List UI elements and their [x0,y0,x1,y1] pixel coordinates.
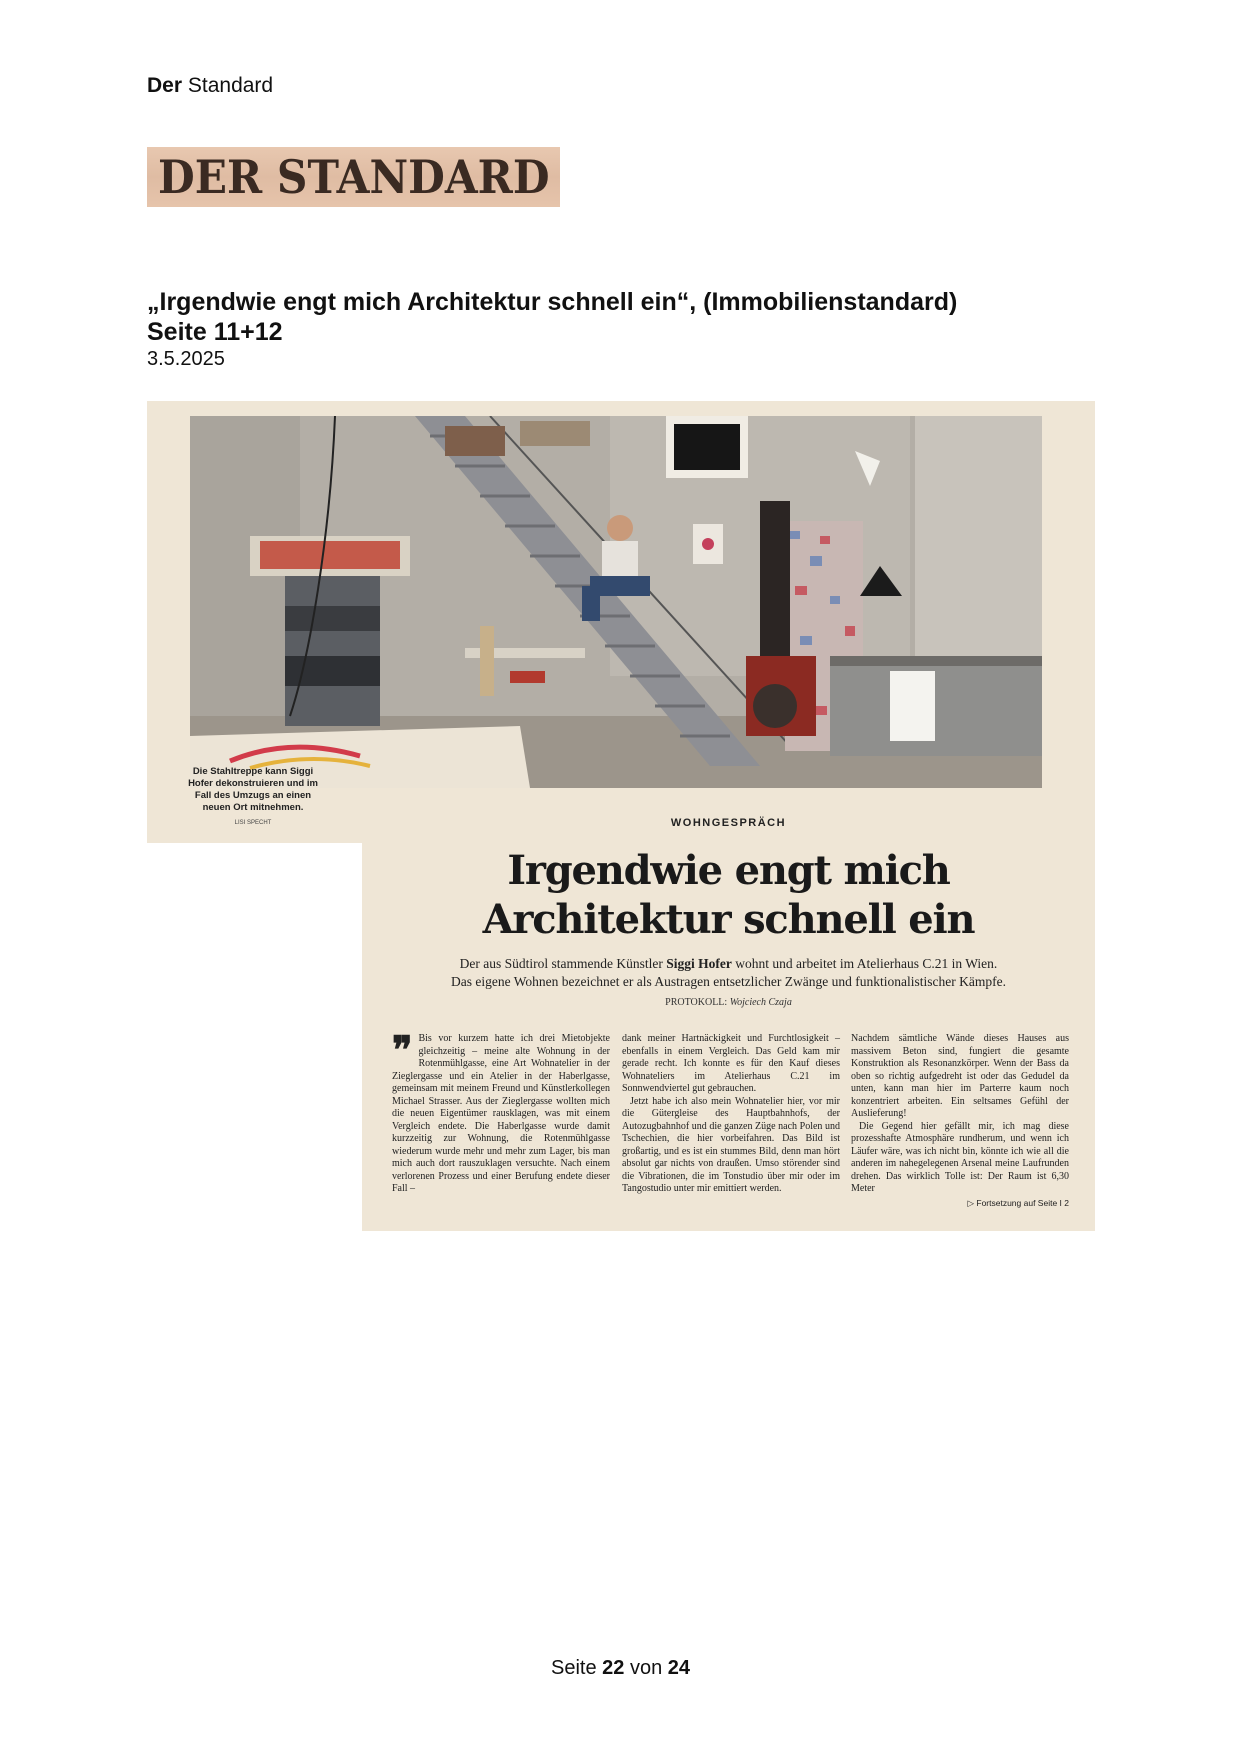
headline-line1: Irgendwie engt mich [507,847,950,894]
page-number [0,1657,1241,1680]
body-column-1 [392,1027,610,1196]
lead-text-b: wohnt und arbeitet im Atelierhaus C.21 in Wien. [735,956,998,971]
body-paragraph: Bis vor kurzem hatte ich drei Mietobjekte gleichzeitig – meine alte Wohnung in der Rotenmühlgasse, eine Art Wohnatelier in der Zieglergasse und ein Atelier in der Haberlgasse, gemeinsam mit meinem Freund und Künstlerkollegen Michael Strasser. Aus der Zieglergasse wollten mich die neuen Eigentümer rausklagen, was mit einem Vergleich endete. Die Haberlgasse wurde damit kurzzeitig zur Wohnung, die Rotenmühlgasse wiederum wurde mehr und mehr zum Lager, bis man mich auch dort rauszuklagen versuchte. Nach einem verlorenen Prozess und einer Berufung endete dieser Fall – [392,1033,610,1194]
article-page-ref: Seite 11+12 [147,318,283,346]
headline-line2: Architektur schnell ein [482,896,975,943]
lead-line2: Das eigene Wohnen bezeichnet er als Austragen entsetzlicher Zwänge und funktionalistischer Kämpfe. [451,974,1006,989]
body-paragraph: Nachdem sämtliche Wände dieses Hauses aus massivem Beton sind, fungiert die gesamte Konstruktion als Resonanzkörper. Wenn der Bass da oben so richtig aufgedreht ist oder das Gedudel da unten, kann man hier im Parterre kaum noch konzentriert arbeiten. Ein seltsames Gefühl der Auslieferung! [851,1033,1069,1119]
newspaper-logo [147,147,560,207]
article-title-line1: „Irgendwie engt mich Architektur schnell ein“, (Immobilienstandard) [147,288,958,316]
page-total: 24 [667,1657,691,1679]
page-prefix: Seite [550,1657,597,1679]
page-current: 22 [602,1657,625,1679]
publication-name-bold: Der [147,74,183,97]
studio-photo-illustration [190,416,1042,788]
publication-name-rest: Standard [187,74,274,97]
article-photo [190,416,1042,788]
section-kicker: WOHNGESPRÄCH [670,817,787,829]
byline [362,997,1095,1008]
continuation-note: ▷ Fortsetzung auf Seite I 2 [967,1197,1069,1208]
lead-artist-name: Siggi Hofer [666,956,732,971]
body-paragraph: dank meiner Hartnäckigkeit und Furchtlosigkeit – ebenfalls in einem Vergleich. Das Geld kam mir gerade recht. Ich konnte es für den Kauf dieses Wohnateliers im Atelierhaus C.21 im Sonnwendviertel gut gebrauchen. [622,1033,840,1094]
byline-author: Wojciech Czaja [729,997,792,1008]
article-title [147,287,1147,347]
body-column-3 [851,1033,1069,1209]
body-column-2 [622,1033,840,1196]
photo-credit: LISI SPECHT [234,820,272,826]
lead-line1 [362,955,1095,973]
publication-name [147,74,273,98]
body-paragraph: Jetzt habe ich also mein Wohnatelier hier, vor mir die Gütergleise des Hauptbahnhofs, der Autozugbahnhof und die ganzen Züge nach Polen und Tschechien, die hier vorbeifahren. Das Bild ist großartig, und es ist ein stummes Bild, denn man hört absolut gar nichts von draußen. Umso störender sind die Vibrationen, die im Tonstudio über mir oder im Tangostudio unter mir emittiert werden. [622,1095,840,1194]
article-date: 3.5.2025 [147,348,225,370]
photo-caption: Die Stahltreppe kann Siggi Hofer dekonstruieren und im Fall des Umzugs an einen neuen Ort mitnehmen. [188,766,318,813]
logo-text: DER STANDARD [157,150,550,204]
quote-mark-icon: ❞ [392,1027,413,1072]
lead-text-a: Der aus Südtirol stammende Künstler [459,956,663,971]
headline [362,846,1095,944]
lead-paragraph [362,955,1095,991]
body-paragraph: Die Gegend hier gefällt mir, ich mag diese prozesshafte Atmosphäre rundherum, und wenn ich Läufer wäre, was ich nicht bin, könnte ich wie all die anderen im nahegelegenen Arsenal meine Laufrunden drehen. Das wirklich Tolle ist: Der Raum ist 6,30 Meter [851,1120,1069,1194]
byline-label: PROTOKOLL: [665,997,728,1008]
page-middle: von [629,1657,663,1679]
